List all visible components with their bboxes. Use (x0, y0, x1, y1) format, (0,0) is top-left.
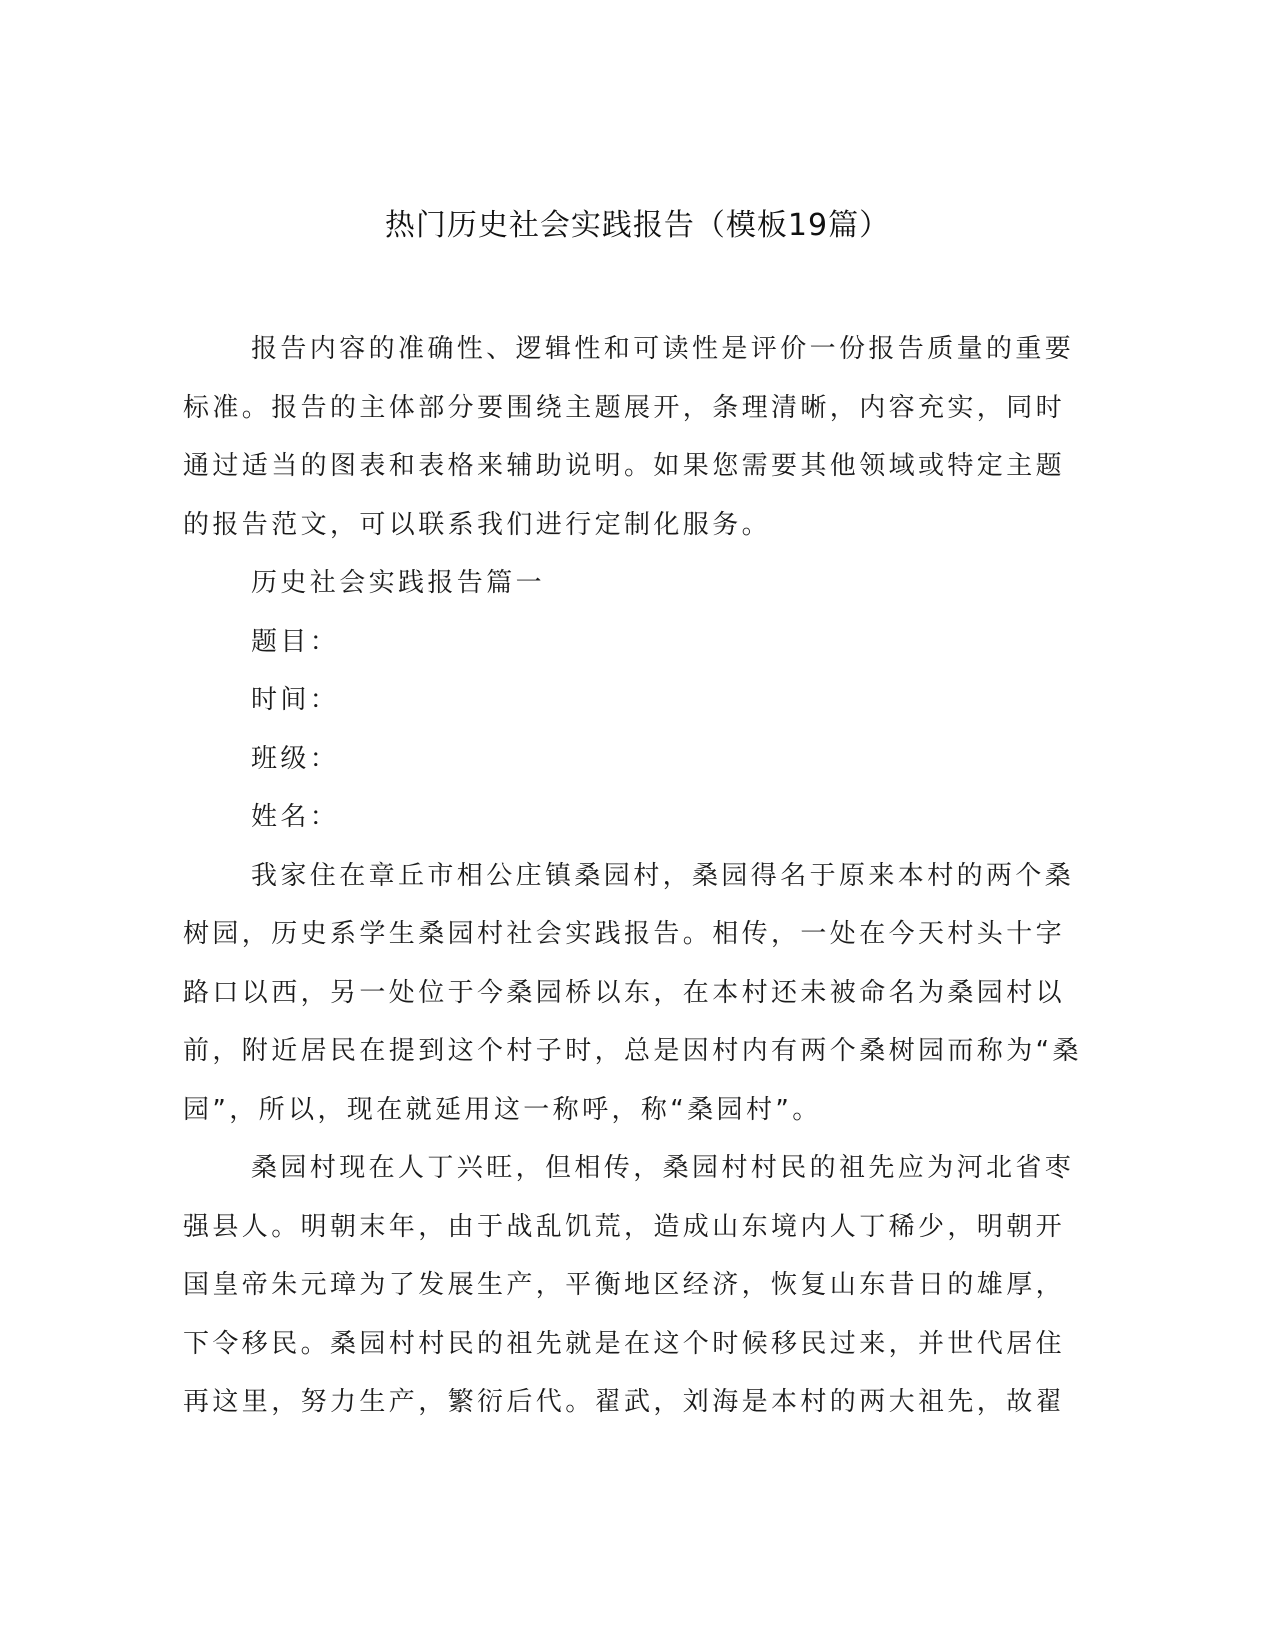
paragraph-line: 国皇帝朱元璋为了发展生产，平衡地区经济，恢复山东昔日的雄厚， (183, 1270, 1066, 1300)
intro-line: 标准。报告的主体部分要围绕主题展开，条理清晰，内容充实，同时 (183, 392, 1066, 423)
paragraph-line: 下令移民。桑园村村民的祖先就是在这个时候移民过来，并世代居住 (183, 1328, 1066, 1359)
document-body (183, 320, 1082, 1432)
class-label: 班级： (251, 743, 340, 774)
paragraph-line: 前，附近居民在提到这个村子时，总是因村内有两个桑树园而称为“桑 (183, 1036, 1082, 1066)
intro-paragraph (183, 320, 1075, 554)
paragraph-line: 桑园村现在人丁兴旺，但相传，桑园村村民的祖先应为河北省枣 (251, 1153, 1075, 1183)
paragraph-1 (183, 847, 1082, 1140)
paragraph-line: 园”，所以，现在就延用这一称呼，称“桑园村”。 (183, 1094, 822, 1125)
intro-line: 的报告范文，可以联系我们进行定制化服务。 (183, 509, 772, 540)
time-label: 时间： (251, 685, 340, 715)
paragraph-line: 路口以西，另一处位于今桑园桥以东，在本村还未被命名为桑园村以 (183, 977, 1066, 1008)
intro-line: 通过适当的图表和表格来辅助说明。如果您需要其他领域或特定主题 (183, 451, 1066, 481)
paragraph-line: 再这里，努力生产，繁衍后代。翟武，刘海是本村的两大祖先，故翟 (183, 1387, 1066, 1417)
paragraph-2 (183, 1139, 1075, 1432)
topic-label: 题目： (251, 626, 340, 657)
name-label: 姓名： (251, 802, 340, 832)
document-title: 热门历史社会实践报告（模板19篇） (384, 208, 891, 243)
paragraph-line: 树园，历史系学生桑园村社会实践报告。相传，一处在今天村头十字 (183, 919, 1066, 949)
section-heading: 历史社会实践报告篇一 (251, 568, 546, 598)
paragraph-line: 强县人。明朝末年，由于战乱饥荒，造成山东境内人丁稀少，明朝开 (183, 1211, 1066, 1242)
paragraph-line: 我家住在章丘市相公庄镇桑园村，桑园得名于原来本村的两个桑 (251, 860, 1075, 891)
intro-line: 报告内容的准确性、逻辑性和可读性是评价一份报告质量的重要 (251, 334, 1075, 364)
